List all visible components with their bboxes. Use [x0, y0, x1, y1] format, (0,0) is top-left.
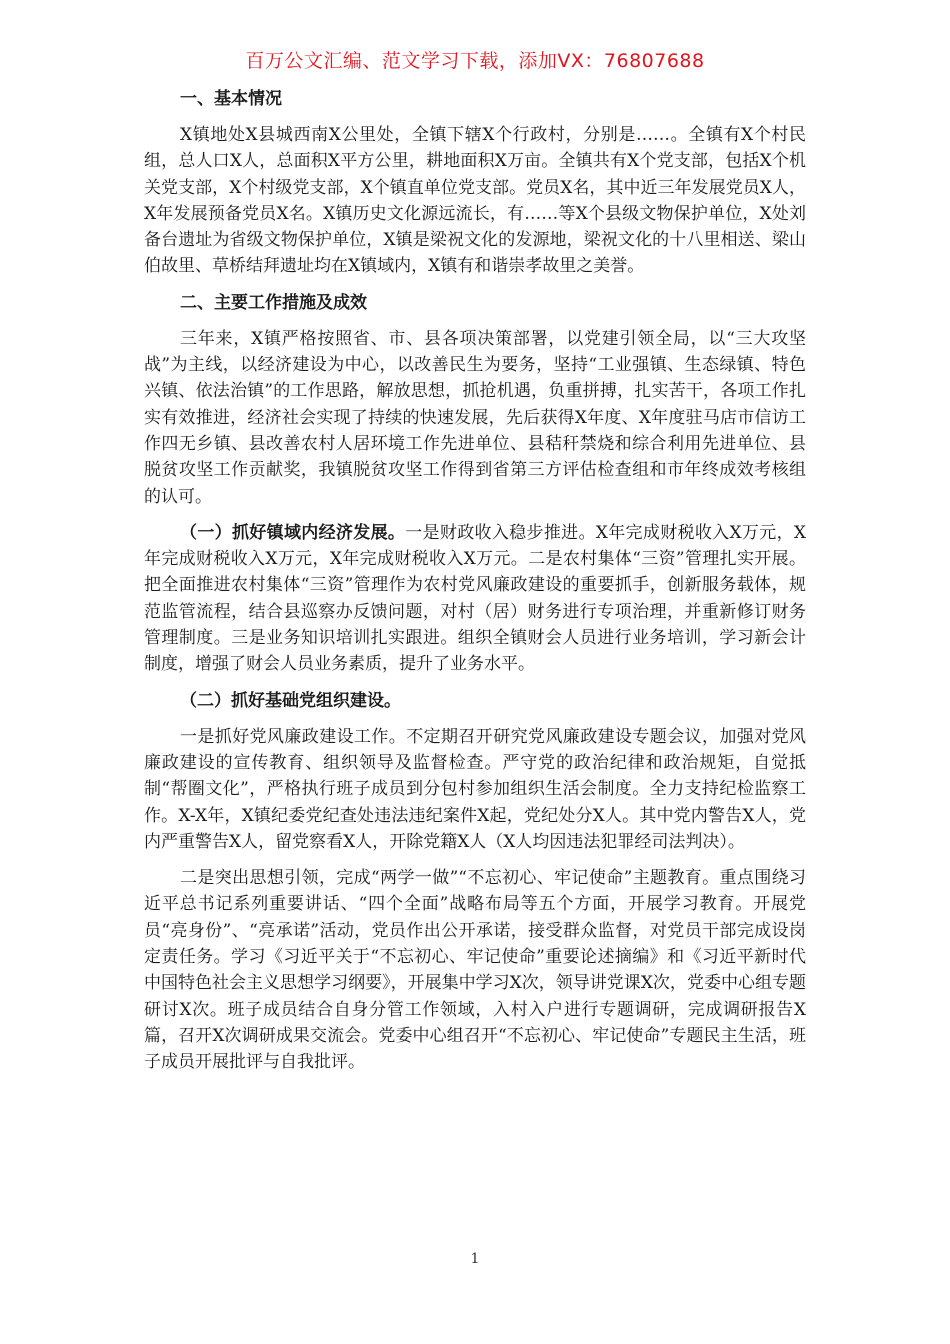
- watermark-banner: 百万公文汇编、范文学习下载，添加VX：76807688: [245, 50, 705, 72]
- paragraph-ideological-guidance: 二是突出思想引领，完成“两学一做”“不忘初心、牢记使命”主题教育。重点围绕习近平总书记系列重要讲话、“四个全面”战略布局等五个方面，开展学习教育。开展党员“亮身份”、“亮承诺”活动，党员作出公开承诺，接受群众监督，对党员干部完成设岗定责任务。学习《习近平关于“不忘初心、牢记使命”重要论述摘编》和《习近平新时代中国特色社会主义思想学习纲要》，开展集中学习X次，领导讲党课X次，党委中心组专题研讨X次。班子成员结合自身分管工作领域，入村入户进行专题调研，完成调研报告X篇，召开X次调研成果交流会。党委中心组召开“不忘初心、牢记使命”专题民主生活，班子成员开展批评与自我批评。: [144, 868, 806, 1073]
- paragraph-measures-overview: 三年来，X镇严格按照省、市、县各项决策部署，以党建引领全局，以“三大攻坚战”为主线，以经济建设为中心，以改善民生为要务，坚持“工业强镇、生态绿镇、特色兴镇、依法治镇”的工作思路，解放思想，抓抢机遇，负重拼搏，扎实苦干，各项工作扎实有效推进，经济社会实现了持续的快速发展，先后获得X年度、X年度驻马店市信访工作四无乡镇、县改善农村人居环境工作先进单位、县秸秆禁烧和综合利用先进单位、县脱贫攻坚工作贡献奖，我镇脱贫攻坚工作得到省第三方评估检查组和市年终成效考核组的认可。: [144, 328, 806, 507]
- paragraph-economic-development: [144, 520, 806, 678]
- subheading-economic-development: （一）抓好镇域内经济发展。: [180, 522, 406, 543]
- page-number: 1: [470, 1251, 480, 1267]
- subheading-party-organization: （二）抓好基础党组织建设。: [180, 690, 401, 711]
- paragraph-basic-info: X镇地处X县城西南X公里处，全镇下辖X个行政村，分别是……。全镇有X个村民组，总人口X人，总面积X平方公里，耕地面积X万亩。全镇共有X个党支部，包括X个机关党支部，X个村级党支部，X个镇直单位党支部。党员X名，其中近三年发展党员X人，X年发展预备党员X名。X镇历史文化源远流长，有……等X个县级文物保护单位，X处刘备台遗址为省级文物保护单位，X镇是梁祝文化的发源地，梁祝文化的十八里相送、梁山伯故里、草桥结拜遗址均在X镇域内，X镇有和谐崇孝故里之美誉。: [144, 125, 806, 277]
- section-heading-measures: 二、主要工作措施及成效: [180, 292, 367, 313]
- document-body: [144, 86, 806, 1086]
- paragraph-integrity-building: 一是抓好党风廉政建设工作。不定期召开研究党风廉政建设专题会议，加强对党风廉政建设的宣传教育、组织领导及监督检查。严守党的政治纪律和政治规矩，自觉抵制“帮圈文化”，严格执行班子成员到分包村参加组织生活会制度。全力支持纪检监察工作。X-X年，X镇纪委党纪查处违法违纪案件X起，党纪处分X人。其中党内警告X人，党内严重警告X人，留党察看X人，开除党籍X人（X人均因违法犯罪经司法判决）。: [144, 726, 806, 852]
- paragraph-economic-development-text: 一是财政收入稳步推进。X年完成财税收入X万元，X年完成财税收入X万元，X年完成财税收入X万元。二是农村集体“三资”管理扎实开展。把全面推进农村集体“三资”管理作为农村党风廉政建设的重要抓手，创新服务载体，规范监管流程，结合县巡察办反馈问题，对村（居）财务进行专项治理，并重新修订财务管理制度。三是业务知识培训扎实跟进。组织全镇财会人员进行业务培训，学习新会计制度，增强了财会人员业务素质，提升了业务水平。: [144, 522, 807, 675]
- section-heading-basic-info: 一、基本情况: [180, 89, 282, 109]
